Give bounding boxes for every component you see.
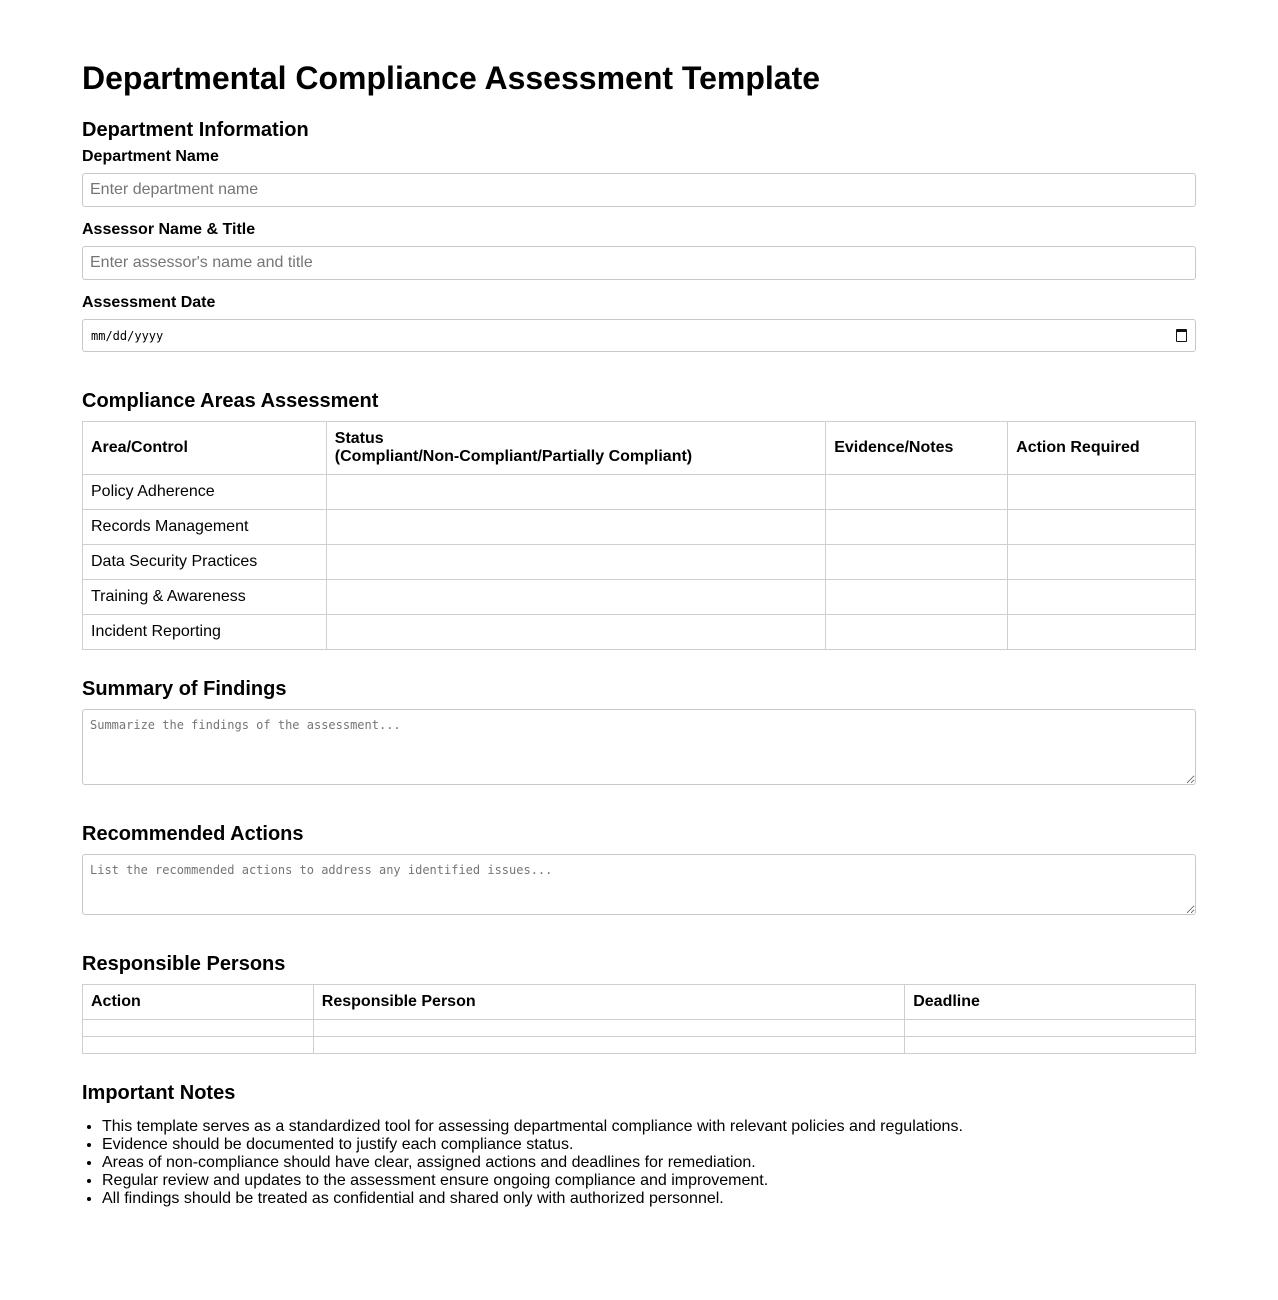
status-cell[interactable] xyxy=(326,545,825,580)
recommended-heading: Recommended Actions xyxy=(82,823,304,845)
list-item: • Regular review and updates to the assessment ensure ongoing compliance and improvement. xyxy=(102,1172,1196,1190)
table-row xyxy=(83,615,1196,650)
recommended-textarea[interactable] xyxy=(82,854,1196,915)
area-cell: Training & Awareness xyxy=(83,580,327,615)
list-item: • Evidence should be documented to justify each compliance status. xyxy=(102,1136,1196,1154)
header-action: Action xyxy=(83,985,314,1020)
header-status-title: Status xyxy=(334,430,384,447)
date-placeholder: mm/dd/yyyy xyxy=(91,328,164,343)
evidence-cell[interactable] xyxy=(826,475,1008,510)
table-row xyxy=(83,475,1196,510)
compliance-heading: Compliance Areas Assessment xyxy=(82,390,379,412)
header-status xyxy=(326,422,825,475)
responsible-person-cell[interactable] xyxy=(313,1037,904,1054)
action-cell[interactable] xyxy=(1008,475,1196,510)
department-info-heading: Department Information xyxy=(82,119,309,141)
responsible-table xyxy=(82,984,1196,1054)
area-cell: Data Security Practices xyxy=(83,545,327,580)
department-name-label: Department Name xyxy=(82,148,219,165)
responsible-heading: Responsible Persons xyxy=(82,953,286,975)
deadline-cell[interactable] xyxy=(905,1037,1196,1054)
assessment-date-label: Assessment Date xyxy=(82,294,216,311)
table-row xyxy=(83,580,1196,615)
evidence-cell[interactable] xyxy=(826,580,1008,615)
status-cell[interactable] xyxy=(326,580,825,615)
summary-textarea[interactable] xyxy=(82,709,1196,785)
notes-heading: Important Notes xyxy=(82,1082,236,1104)
header-status-options: (Compliant/Non-Compliant/Partially Compliant) xyxy=(334,448,693,465)
action-cell[interactable] xyxy=(1008,545,1196,580)
header-area-control: Area/Control xyxy=(83,422,327,475)
list-item: • This template serves as a standardized tool for assessing departmental compliance with relevant policies and regulations. xyxy=(102,1118,1196,1136)
list-item: • All findings should be treated as confidential and shared only with authorized personnel. xyxy=(102,1190,1196,1208)
deadline-cell[interactable] xyxy=(905,1020,1196,1037)
action-cell[interactable] xyxy=(83,1020,314,1037)
status-cell[interactable] xyxy=(326,510,825,545)
header-action-required: Action Required xyxy=(1008,422,1196,475)
compliance-table xyxy=(82,421,1196,650)
area-cell: Policy Adherence xyxy=(83,475,327,510)
area-cell: Records Management xyxy=(83,510,327,545)
table-row xyxy=(83,510,1196,545)
calendar-icon[interactable] xyxy=(1176,329,1187,342)
header-deadline: Deadline xyxy=(905,985,1196,1020)
evidence-cell[interactable] xyxy=(826,545,1008,580)
table-row xyxy=(83,1037,1196,1054)
header-responsible-person: Responsible Person xyxy=(313,985,904,1020)
header-evidence: Evidence/Notes xyxy=(826,422,1008,475)
table-row xyxy=(83,545,1196,580)
list-item: • Areas of non-compliance should have clear, assigned actions and deadlines for remediation. xyxy=(102,1154,1196,1172)
assessor-input[interactable] xyxy=(82,246,1196,280)
evidence-cell[interactable] xyxy=(826,510,1008,545)
evidence-cell[interactable] xyxy=(826,615,1008,650)
table-row xyxy=(83,1020,1196,1037)
action-cell[interactable] xyxy=(1008,580,1196,615)
status-cell[interactable] xyxy=(326,615,825,650)
action-cell[interactable] xyxy=(83,1037,314,1054)
assessment-date-input[interactable] xyxy=(82,319,1196,352)
area-cell: Incident Reporting xyxy=(83,615,327,650)
assessor-label: Assessor Name & Title xyxy=(82,221,256,238)
summary-heading: Summary of Findings xyxy=(82,678,287,700)
department-name-input[interactable] xyxy=(82,173,1196,207)
action-cell[interactable] xyxy=(1008,510,1196,545)
responsible-person-cell[interactable] xyxy=(313,1020,904,1037)
action-cell[interactable] xyxy=(1008,615,1196,650)
page-title: Departmental Compliance Assessment Template xyxy=(82,60,821,96)
notes-list xyxy=(82,1118,1196,1208)
status-cell[interactable] xyxy=(326,475,825,510)
